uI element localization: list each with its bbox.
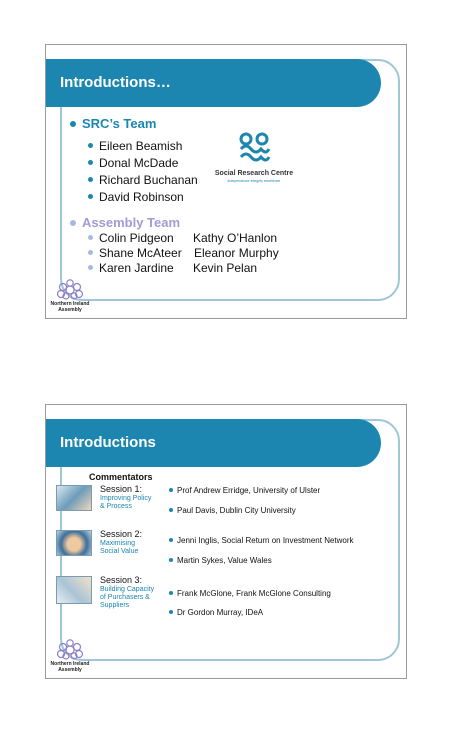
speaker: Frank McGlone, Frank McGlone Consulting <box>169 589 331 598</box>
session-3-photo <box>56 576 92 604</box>
session-3-desc-line: Suppliers <box>100 602 130 609</box>
bullet-icon <box>88 177 93 182</box>
src-logo-tagline: independence integrity excellence <box>227 179 281 183</box>
assembly-member: Shane McAteer <box>88 246 182 260</box>
slide-title: Introductions… <box>60 74 171 91</box>
ni-assembly-logo <box>50 639 90 673</box>
title-bar <box>46 59 381 107</box>
session-2-photo <box>56 530 92 556</box>
social-research-centre-logo <box>206 129 302 183</box>
bullet-icon <box>88 143 93 148</box>
logo-line-2: Assembly <box>58 307 82 313</box>
session-1-name: Session 1: <box>100 484 143 494</box>
bullet-icon <box>70 121 76 127</box>
ni-assembly-logo <box>50 279 90 313</box>
bullet-icon <box>169 610 173 614</box>
bullet-icon <box>169 558 173 562</box>
bullet-icon <box>169 538 173 542</box>
speaker: Prof Andrew Erridge, University of Ulster <box>169 486 320 495</box>
src-member: Eileen Beamish <box>88 139 182 153</box>
src-logo-name: Social Research Centre <box>214 170 294 177</box>
bullet-icon <box>88 235 93 240</box>
session-3-desc-line: of Purchasers & <box>100 594 150 601</box>
bullet-icon <box>169 488 173 492</box>
slide-title: Introductions <box>60 434 156 451</box>
session-2-name: Session 2: <box>100 529 143 539</box>
session-2-desc-line: Social Value <box>100 548 139 555</box>
bullet-icon <box>88 250 93 255</box>
speaker: Paul Davis, Dublin City University <box>169 506 296 515</box>
speaker: Martin Sykes, Value Wales <box>169 556 272 565</box>
bullet-icon <box>169 591 173 595</box>
src-member: Richard Buchanan <box>88 173 198 187</box>
assembly-member: Colin Pidgeon <box>88 231 174 245</box>
session-3-desc-line: Building Capacity <box>100 586 155 593</box>
speaker: Jenni Inglis, Social Return on Investment Network <box>169 536 354 545</box>
assembly-member: Kevin Pelan <box>193 261 258 275</box>
commentators-label: Commentators <box>89 472 153 482</box>
assembly-member: Kathy O’Hanlon <box>193 231 278 245</box>
flax-flower-icon <box>55 639 85 661</box>
src-member: Donal McDade <box>88 156 178 170</box>
assembly-team-heading: Assembly Team <box>70 216 180 230</box>
speaker: Dr Gordon Murray, IDeA <box>169 608 263 617</box>
bullet-icon <box>88 265 93 270</box>
slide-introductions-team <box>45 44 407 319</box>
title-bar <box>46 419 381 467</box>
flax-flower-icon <box>55 279 85 301</box>
bullet-icon <box>88 160 93 165</box>
logo-line-2: Assembly <box>58 667 82 673</box>
session-1-desc-line: Improving Policy <box>100 495 152 502</box>
logo-line-1: Northern Ireland <box>50 301 90 307</box>
bullet-icon <box>70 220 76 226</box>
assembly-member: Eleanor Murphy <box>194 246 279 260</box>
src-member: David Robinson <box>88 190 184 204</box>
session-1-desc-line: & Process <box>100 503 132 510</box>
session-3-name: Session 3: <box>100 575 143 585</box>
bullet-icon <box>169 508 173 512</box>
session-2-desc-line: Maximising <box>100 540 136 547</box>
assembly-member: Karen Jardine <box>88 261 174 275</box>
session-1-photo <box>56 485 92 511</box>
src-team-heading: SRC’s Team <box>70 117 156 131</box>
bullet-icon <box>88 194 93 199</box>
slide-introductions-commentators <box>45 404 407 679</box>
src-logo-icon <box>236 129 272 163</box>
logo-line-1: Northern Ireland <box>50 661 90 667</box>
